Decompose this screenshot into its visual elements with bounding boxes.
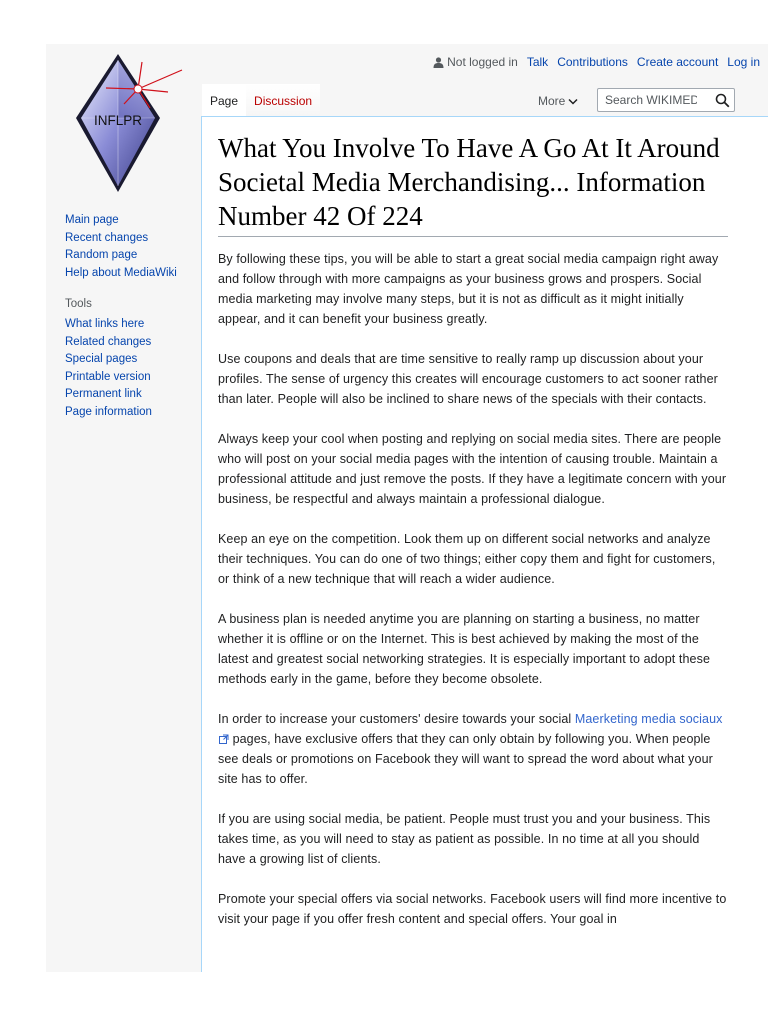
sidebar-item-recent-changes xyxy=(65,230,195,248)
sidebar-item-special-pages xyxy=(65,351,195,369)
tools-menu xyxy=(65,316,195,421)
page-frame xyxy=(46,44,768,972)
search-input[interactable] xyxy=(603,90,711,110)
paragraph: Keep an eye on the competition. Look them up on different social networks and analyze their techniques. You can do one of two things; either copy them and fight for customers, or think of a new technique that will reach a wider audience. xyxy=(218,532,716,586)
paragraph-text: pages, have exclusive offers that they can only obtain by following you. When people see deals or promotions on Facebook they will want to spread the word about what your site has to offer. xyxy=(218,732,713,786)
sidebar xyxy=(65,212,195,421)
personal-tools xyxy=(433,52,760,72)
permanent-link[interactable]: Permanent link xyxy=(65,388,142,400)
not-logged-in-label: Not logged in xyxy=(447,55,518,69)
special-pages-link[interactable]: Special pages xyxy=(65,353,138,365)
paragraph: If you are using social media, be patient. People must trust you and your business. This takes time, as you will need to stay as patient as possible. In no time at all you should have a growing list of clients. xyxy=(218,812,711,866)
search-icon[interactable] xyxy=(715,93,730,108)
user-status xyxy=(433,55,518,69)
random-page-link[interactable]: Random page xyxy=(65,249,138,261)
external-link-text: Maerketing media sociaux xyxy=(574,712,723,726)
paragraph: Use coupons and deals that are time sensitive to really ramp up discussion about your profiles. The sense of urgency this creates will encourage customers to act sooner rather than later. People will also be inclined to share news of the specials with their contacts. xyxy=(218,352,718,406)
paragraph xyxy=(218,709,728,789)
paragraph: By following these tips, you will be able to start a great social media campaign right away and follow through with more campaigns as your business grows and prospers. Social media marketing may involve many steps, but it is not as difficult as it might initially appear, and it can benefit your business greatly. xyxy=(218,252,719,326)
paragraph: Always keep your cool when posting and replying on social media sites. There are people who will post on your social media pages with the intention of causing trouble. Maintain a professional attitude and just remove the posts. If they have a legitimate concern with your business, be respectful and always maintain a professional dialogue. xyxy=(218,432,727,506)
logo-text: INFLPR xyxy=(93,113,143,128)
recent-changes-link[interactable]: Recent changes xyxy=(65,231,149,244)
talk-link[interactable]: Talk xyxy=(526,55,549,69)
more-menu[interactable] xyxy=(538,94,578,108)
sidebar-item-random-page xyxy=(65,247,195,265)
external-link-icon xyxy=(219,734,229,744)
article-body xyxy=(218,249,728,929)
create-account-link[interactable]: Create account xyxy=(636,55,719,69)
printable-version-link[interactable]: Printable version xyxy=(65,370,151,383)
sidebar-item-page-information xyxy=(65,404,195,422)
paragraph-text: In order to increase your customers' desire towards your social xyxy=(218,712,575,726)
tab-discussion[interactable]: Discussion xyxy=(246,84,320,116)
what-links-here-link[interactable]: What links here xyxy=(65,318,145,330)
namespace-tabs xyxy=(202,84,320,116)
sidebar-item-main-page xyxy=(65,212,195,230)
search-box xyxy=(597,88,735,112)
chevron-down-icon xyxy=(568,98,578,105)
related-changes-link[interactable]: Related changes xyxy=(65,335,152,348)
more-label: More xyxy=(538,94,566,108)
help-link[interactable]: Help about MediaWiki xyxy=(65,266,177,279)
tab-page[interactable]: Page xyxy=(202,84,246,116)
sidebar-item-related-changes xyxy=(65,334,195,352)
tools-heading: Tools xyxy=(65,298,92,310)
sidebar-item-permanent-link xyxy=(65,386,195,404)
content-area xyxy=(201,116,768,972)
navigation-menu xyxy=(65,212,195,282)
main-page-link[interactable]: Main page xyxy=(65,214,119,226)
site-logo[interactable] xyxy=(72,48,204,196)
page-title: What You Involve To Have A Go At It Around Societal Media Merchandising... Information Number 42 Of 224 xyxy=(218,131,728,237)
paragraph: Promote your special offers via social networks. Facebook users will find more incentive to visit your page if you offer fresh content and special offers. Your goal in xyxy=(218,892,727,926)
page-information-link[interactable]: Page information xyxy=(65,405,152,418)
sidebar-item-what-links-here xyxy=(65,316,195,334)
sidebar-item-help xyxy=(65,265,195,283)
log-in-link[interactable]: Log in xyxy=(727,55,760,69)
paragraph: A business plan is needed anytime you are planning on starting a business, no matter whether it is offline or on the Internet. This is best achieved by making the most of the latest and greatest social networking strategies. It is especially important to adopt these methods early in the game, before they become obsolete. xyxy=(218,612,710,686)
sidebar-item-printable-version xyxy=(65,369,195,387)
user-icon xyxy=(433,57,444,68)
contributions-link[interactable]: Contributions xyxy=(557,55,628,69)
